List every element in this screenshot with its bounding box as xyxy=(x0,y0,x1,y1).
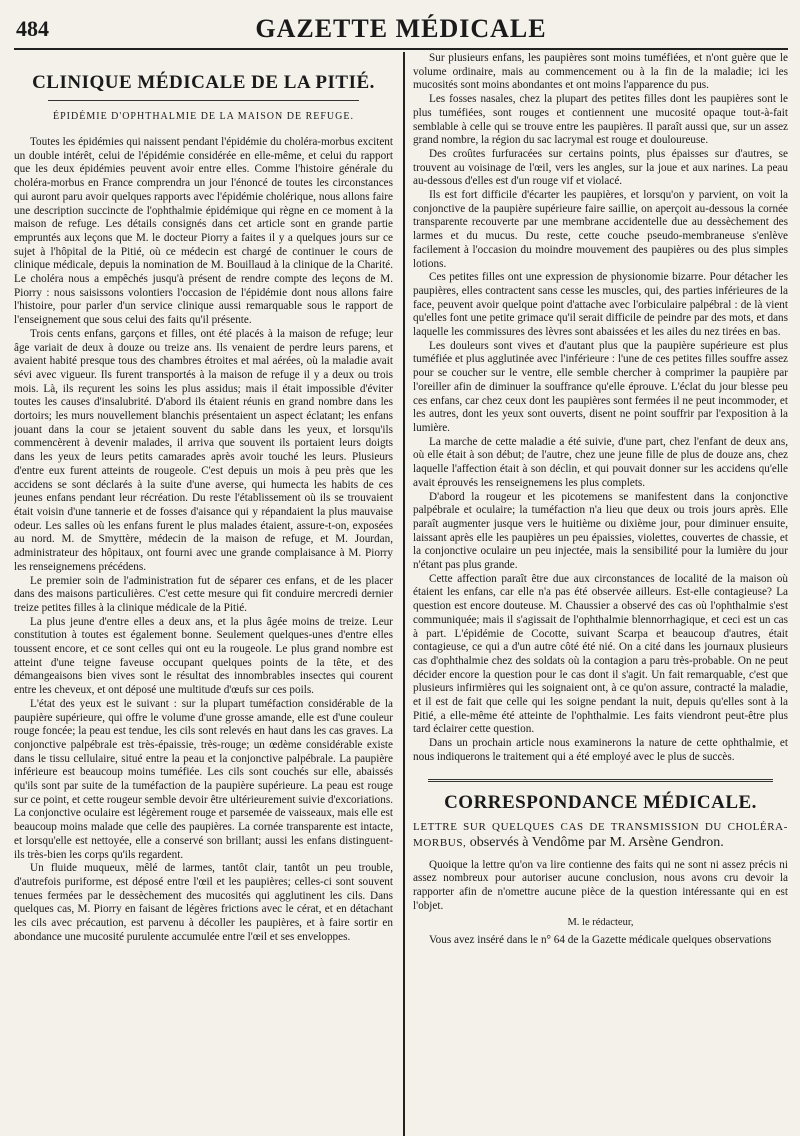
paragraph: Toutes les épidémies qui naissent pendant l'épidémie du choléra-morbus excitent un double intérêt, celui de l'épidémie considérée en elle-même, et celui du rapport que les deux épidémies peuvent avoir entre elles. Comme l'histoire générale du choléra-morbus en France comprendra un jour l'énoncé de toutes les circonstances qui auront paru avoir quelques rapports avec l'épidémie cholérique, nous allons faire une description succincte de l'ophthalmie épidémique qui règne en ce moment à la maison de refuge. Les détails consignés dans cet article sont en grande partie empruntés aux leçons que M. le docteur Piorry a faites il y a quelques jours sur ce sujet à l'hôpital de la Pitié, où ce médecin est chargé de continuer le cours de clinique médicale, depuis la nomination de M. Bouillaud à la clinique de la Charité. Le choléra nous a empêchés jusqu'à présent de rendre compte des leçons de M. Piorry : nous saisissons volontiers l'occasion de l'épidémie dont nous allons faire l'histoire, pour parler d'un service clinique aussi remarquable sous le rapport de l'enseignement que sous celui des faits qu'il présente. xyxy=(14,136,393,327)
paragraph: Sur plusieurs enfans, les paupières sont moins tuméfiées, et n'ont guère que le volume ordinaire, mais au commencement ou à la fin de la maladie; ici les mucosités sont moins abondantes et ont moins l'apparence du pus. xyxy=(413,52,788,92)
page-number: 484 xyxy=(16,16,49,41)
right-column xyxy=(409,52,788,1136)
letter-title-rest: observés à Vendôme par M. Arsène Gendron. xyxy=(469,834,724,850)
page-header xyxy=(14,10,788,50)
paragraph: Les douleurs sont vives et d'autant plus que la paupière supérieure est plus tuméfiée et plus agglutinée avec l'inférieure : l'une de ces petites filles souffre assez pour se coucher sur le ventre, elle semble chercher à comprimer la paupière par l'oreiller afin de diminuer la souffrance qu'elle éprouve. L'éclat du jour blesse peu ces enfans, car chez ceux dont les paupières sont fermées il ne peut incommoder, et les autres, dont les yeux sont ouverts, disent ne point souffrir par l'exposition à la lumière. xyxy=(413,339,788,434)
paragraph: Un fluide muqueux, mêlé de larmes, tantôt clair, tantôt un peu trouble, d'autrefois puriforme, est déposé entre l'œil et les paupières; celles-ci sont souvent tenues fermées par le dessèchement des mucosités qui agglutinent les cils. Dans quelques cas, M. Piorry en faisant de légères frictions avec le cérat, et en détachant les cils avec précaution, est parvenu à décoller les paupières, et à faire sortir en abondance une mucosité purulente accumulée entre l'œil et ses enveloppes. xyxy=(14,862,393,943)
paragraph: Ils est fort difficile d'écarter les paupières, et lorsqu'on y parvient, on voit la conjonctive de la paupière supérieure faire saillie, on aperçoit au-dessous la cornée transparente recouverte par une membrane accidentelle due au dessèchement des larmes et du mucus. Du reste, cette couche pseudo-membraneuse s'enlève facilement à l'occasion du moindre mouvement des paupières ou des plus simples lotions. xyxy=(413,189,788,270)
section-title: CLINIQUE MÉDICALE DE LA PITIÉ. xyxy=(32,72,375,93)
columns xyxy=(14,52,788,1136)
paragraph: Trois cents enfans, garçons et filles, ont été placés à la maison de refuge; leur âge variait de deux à douze ou treize ans. Ils venaient de perdre leurs parens, et avaient habité presque tous des chambres étroites et mal aérées, où la maladie avait sévi avec vigueur. Ils furent transportés à la maison de refuge il y a deux ou trois mois. Là, ils reçurent les soins les plus assidus; mais il était impossible d'éviter toutes les causes d'insalubrité. D'abord ils étaient réunis en grand nombre dans les dortoirs; les murs nouvellement blanchis présentaient un aspect éclatant; les enfans jouant dans la cour se jetaient souvent du sable dans les yeux, et lorsqu'ils commencèrent à devenir malades, il arriva que souvent ils portaient leurs doigts dans les yeux de leurs petits camarades après avoir touché les leurs. Plusieurs d'entre eux furent atteints de rougeole. C'est depuis un mois à peu près que les accidens se sont déclarés à la suite d'une averse, qui humecta les habits de ces jeunes enfans pendant leur récréation. Du reste l'établissement où ils se trouvaient était voisin d'une tannerie et de fosses d'aisance qui y répandaient la plus mauvaise odeur. Les salles où les enfans furent le plus malades étaient, assure-t-on, exposées au nord. M. de Smyttère, médecin de la maison de refuge, et M. Jourdan, administrateur des hôpitaux, ont fourni avec une grande complaisance à M. Piorry les renseignemens précédens. xyxy=(14,327,393,573)
paragraph: Vous avez inséré dans le n° 64 de la Gazette médicale quelques observations xyxy=(429,934,772,947)
paragraph: D'abord la rougeur et les picotemens se manifestent dans la conjonctive palpébrale et oculaire; la tuméfaction n'a lieu que deux ou trois jours après. Elle paraît augmenter jusque vers le huitième ou dixième jour, pour diminuer ensuite, laissant après elle les paupières un peu épaissies, violettes, couvertes de chassie, et la conjonctive oculaire un peu injectée, mais la sensibilité pour la lumière du jour n'étant pas plus grande. xyxy=(413,490,788,572)
paragraph: Dans un prochain article nous examinerons la nature de cette ophthalmie, et nous indiquerons le traitement qui a été employé avec le plus de succès. xyxy=(413,737,788,763)
correspondance-title: CORRESPONDANCE MÉDICALE. xyxy=(444,791,757,813)
column-divider xyxy=(403,52,405,1136)
letter-title-caps: LETTRE SUR QUELQUES CAS DE TRANSMISSION DU CHOLÉRA-MORBUS, xyxy=(413,820,788,849)
paragraph: Ces petites filles ont une expression de physionomie bizarre. Pour détacher les paupières, elles contractent sans cesse les muscles, qui, des parties inférieures de la face, peuvent avoir quelque point d'attache avec l'orbiculaire palpébral : de là vient qu'elles font une petite grimace qu'il serait difficile de peindre par des mots, et dans laquelle les commissures des lèvres sont abaissées et les ailes du nez tirées en bas. xyxy=(413,271,788,339)
paragraph: La plus jeune d'entre elles a deux ans, et la plus âgée moins de treize. Leur constitution à toutes est également bonne. Seulement quelques-unes d'entre elles toussent encore, et ce sont celles qui ont eu la rougeole. Le plus grand nombre est atteint d'une teigne faveuse occupant quelques points de la tête, et des démangeaisons bien vives sont le résultat des innombrables insectes qui courent entre les cheveux, et ont déposé une multitude d'œufs sur ces poils. xyxy=(14,615,393,697)
paragraph: Les fosses nasales, chez la plupart des petites filles dont les paupières sont le plus tuméfiées, sont rouges et contiennent une mucosité opaque tout-à-fait semblable à celle qui se trouve entre les paupières. Il paraît aussi que, sur un assez grand nombre, la région du sac lacrymal est rouge et douloureuse. xyxy=(413,93,788,147)
paragraph: Quoique la lettre qu'on va lire contienne des faits qui ne sont ni assez précis ni assez nombreux pour autoriser aucune conclusion, nous avons cru devoir la rapporter afin de n'omettre aucune pièce de la question intéressante qui en est l'objet. xyxy=(413,858,788,912)
paragraph: Le premier soin de l'administration fut de séparer ces enfans, et de les placer dans des maisons particulières. C'est cette mesure qui fit conduire mercredi dernier treize petites filles à la clinique médicale de la Pitié. xyxy=(14,574,393,614)
journal-title: GAZETTE MÉDICALE xyxy=(255,14,547,43)
section-rule xyxy=(48,100,359,101)
section-subtitle: ÉPIDÉMIE D'OPHTHALMIE DE LA MAISON DE REFUGE. xyxy=(53,111,354,122)
left-column xyxy=(14,52,399,1136)
letter-title xyxy=(413,820,788,851)
paragraph: La marche de cette maladie a été suivie, d'une part, chez l'enfant de deux ans, où elle était à son début; de l'autre, chez une jeune fille de plus de douze ans, chez laquelle l'affection était à son déclin, et qui pouvait donner sur les accidens qu'elle avait éprouvés les renseignemens les plus complets. xyxy=(413,435,788,489)
paragraph: L'état des yeux est le suivant : sur la plupart tuméfaction considérable de la paupière supérieure, qui offre le volume d'une grosse amande, elle est d'une couleur rouge foncée; la peau est tendue, les cils sont relevés en haut dans les cas graves. La conjonctive palpébrale est très-épaissie, très-rouge; un œdème considérable existe dans le tissu cellulaire, situé entre la peau et la conjonctive palpébrale. La paupière inférieure est beaucoup moins tuméfiée. Les cils sont couchés sur elle, abaissés qu'ils sont par suite de la tuméfaction de la paupière supérieure. La peau est rouge sur ce point, et cette rougeur semble devoir être ultérieurement suivie d'excoriations. La conjonctive oculaire est légèrement rouge et parsemée de vaisseaux, mais elle est beaucoup moins malade que celle des paupières. La cornée transparente est intacte, et lorsqu'elle est nettoyée, elle a conservé son brillant; aussi les enfans distinguent-ils très-bien les corps qu'ils regardent. xyxy=(14,697,393,861)
signature: M. le rédacteur, xyxy=(567,917,634,929)
section-separator xyxy=(428,779,773,782)
paragraph: Cette affection paraît être due aux circonstances de localité de la maison où étaient les enfans, car elle n'a pas été observée ailleurs. Est-elle contagieuse? La question est encore douteuse. M. Chaussier a observé des cas où l'ophthalmie s'est communiquée; mais il s'agissait de l'ophthalmie blennorrhagique, et ceci est un cas à part. L'épidémie de Cocotte, suivant Scarpa et beaucoup d'autres, était contagieuse, ce qui a d'un autre côté été nié. On a cité dans les journaux plusieurs cas d'ophthalmie chez des soldats où la contagion a paru très-probable. On ne peut décider encore la question pour le cas dont il s'agit. Un fait remarquable, c'est que plusieurs infirmières qui les soignaient ont, à ce qu'on assure, contracté la maladie, et il est de fait que celle qui les soigne pendant la nuit, depuis qu'elles sont à la Pitié, a elle-même été atteinte de l'ophthalmie. Les faits viendront peut-être plus tard éclairer cette question. xyxy=(413,572,788,736)
paragraph: Des croûtes furfuracées sur certains points, plus épaisses sur d'autres, se trouvent au voisinage de l'œil, vers les angles, sur la joue et aux narines. La peau au-dessous d'elles est d'un rouge vif et violacé. xyxy=(413,147,788,188)
